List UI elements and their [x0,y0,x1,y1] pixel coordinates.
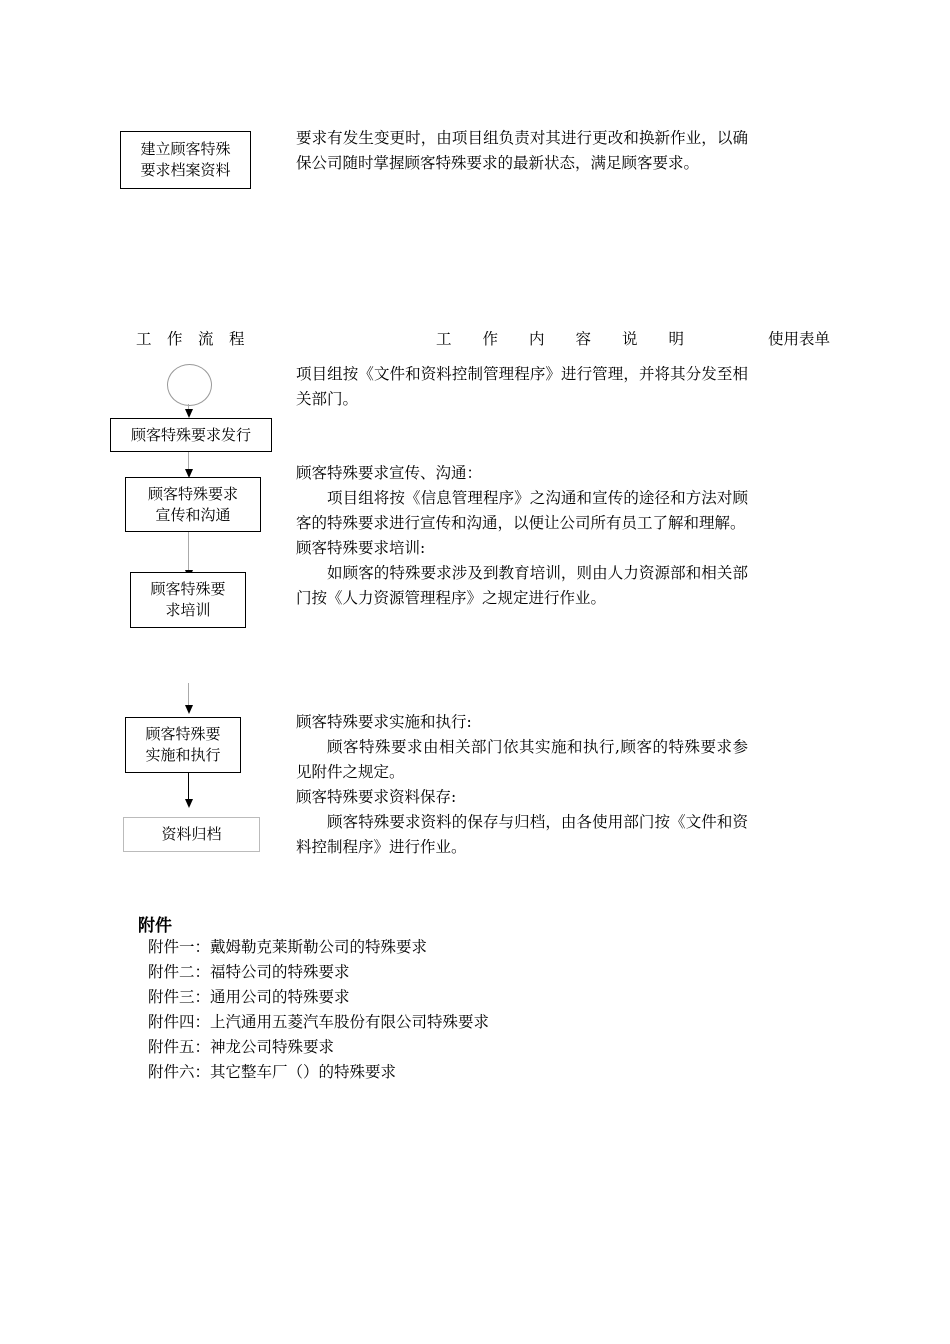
flow-training-line2: 求培训 [165,601,211,619]
flow-implement-line1: 顾客特殊要 [145,725,221,743]
flow-promote-line2: 宣传和沟通 [155,505,231,524]
arrow-down-icon [185,409,193,418]
annex-heading: 附件 [138,916,172,936]
arrow-down-icon [185,799,193,808]
annex-list [148,935,489,1085]
header-workflow: 工 作 流 程 [136,330,245,348]
training-body: 如顾客的特殊要求涉及到教育培训，则由人力资源部和相关部门按《人力资源管理程序》之规定进行作业。 [296,564,748,607]
implement-title: 顾客特殊要求实施和执行: [296,713,472,731]
connector-line [188,683,189,705]
annex-item: 附件六：其它整车厂（）的特殊要求 [148,1063,397,1081]
promote-title: 顾客特殊要求宣传、沟通： [296,464,483,482]
implement-body: 顾客特殊要求由相关部门依其实施和执行,顾客的特殊要求参见附件之规定。 [296,738,748,781]
archive-setup-box [120,131,251,189]
arrow-down-icon [185,705,193,714]
flow-archive-label: 资料归档 [161,825,222,843]
annex-item: 附件四：上汽通用五菱汽车股份有限公司特殊要求 [148,1013,490,1031]
content-block-issue [296,362,748,412]
connector-line [188,452,189,469]
flow-implement-line2: 实施和执行 [145,746,221,764]
annex-item: 附件一：戴姆勒克莱斯勒公司的特殊要求 [148,938,428,956]
annex-item: 附件五：神龙公司特殊要求 [148,1038,335,1056]
flow-promote-box [125,477,261,532]
training-title: 顾客特殊要求培训: [296,539,426,557]
flow-issue-box [110,418,272,452]
top-paragraph: 要求有发生变更时，由项目组负责对其进行更改和换新作业，以确保公司随时掌握顾客特殊要求的最新状态，满足顾客要求。 [296,129,748,172]
connector-line [188,532,189,570]
header-forms: 使用表单 [768,330,831,348]
archive-title: 顾客特殊要求资料保存: [296,788,457,806]
flow-promote-line1: 顾客特殊要求 [147,484,238,503]
flow-training-line1: 顾客特殊要 [150,580,226,598]
header-content: 工 作 内 容 说 明 [436,330,685,348]
connector-line [188,773,189,799]
archive-setup-line2: 要求档案资料 [140,161,231,179]
content-block-promote-train [296,461,748,611]
start-circle [167,364,212,406]
content-block-implement-archive [296,710,748,860]
annex-item: 附件三：通用公司的特殊要求 [148,988,350,1006]
issue-text: 项目组按《文件和资料控制管理程序》进行管理，并将其分发至相关部门。 [296,365,748,408]
archive-setup-line1: 建立顾客特殊 [140,140,231,158]
archive-body: 顾客特殊要求资料的保存与归档，由各使用部门按《文件和资料控制程序》进行作业。 [296,813,748,856]
promote-body: 项目组将按《信息管理程序》之沟通和宣传的途径和方法对顾客的特殊要求进行宣传和沟通，以便让公司所有员工了解和理解。 [296,489,748,532]
flow-implement-box [125,717,241,773]
flow-training-box [130,572,246,628]
flow-issue-label: 顾客特殊要求发行 [130,425,251,444]
annex-item: 附件二：福特公司的特殊要求 [148,963,350,981]
flow-archive-box [123,817,260,852]
